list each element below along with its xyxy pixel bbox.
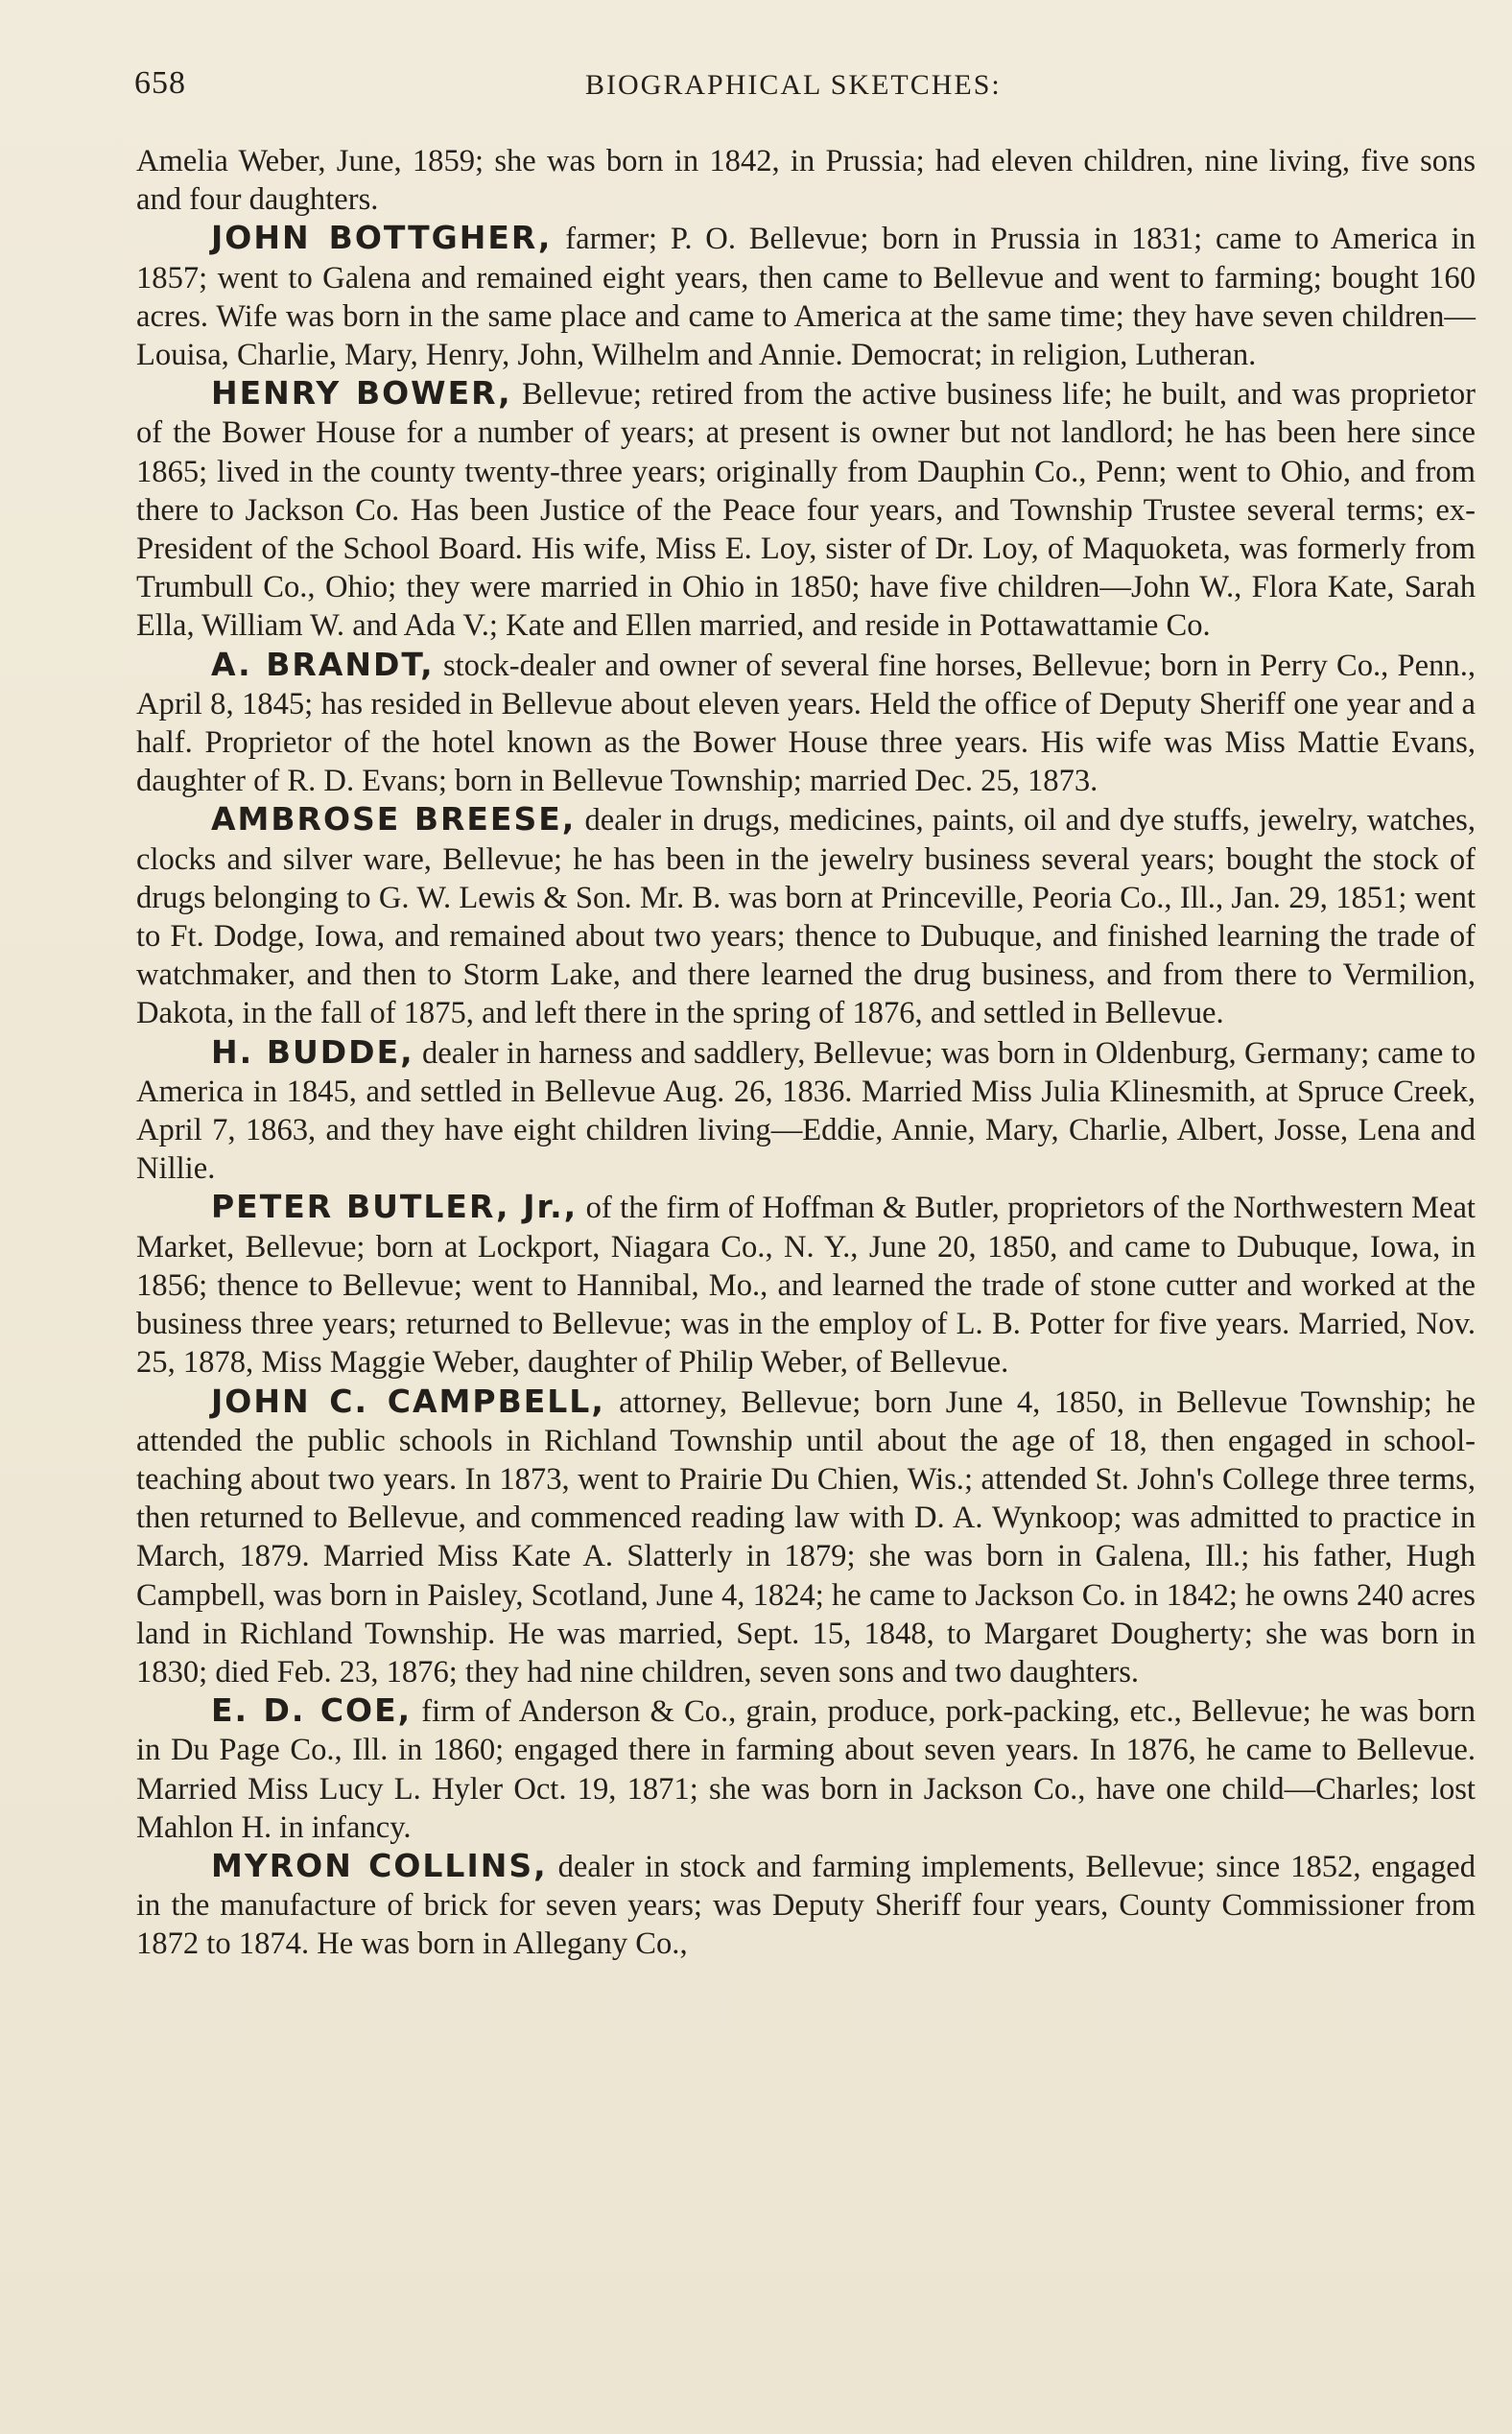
entry-continued (136, 142, 1476, 219)
entry-name: JOHN C. CAMPBELL, (211, 1382, 605, 1420)
entry-text: firm of Anderson & Co., grain, produce, pork-packing, etc., Bellevue; he was born in Du Page Co., Ill. in 1860; engaged there in farming about seven years. In 1876, he came to Bellevue. Married Miss Lucy L. Hyler Oct. 19, 1871; she was born in Jackson Co., have one child—Charles; lost Mahlon H. in infancy. (136, 1694, 1477, 1845)
entry-e-d-coe (136, 1691, 1476, 1847)
entry-henry-bower (136, 374, 1476, 645)
entry-myron-collins (136, 1847, 1476, 1964)
entry-name: HENRY BOWER, (211, 374, 512, 413)
entry-name: E. D. COE, (211, 1691, 413, 1730)
biographical-sketches-text (136, 142, 1476, 1964)
page-header (134, 65, 1477, 107)
entry-name: PETER BUTLER, Jr., (211, 1188, 579, 1226)
entry-text: of the firm of Hoffman & Butler, proprietors of the Northwestern Meat Market, Bellevue; born at Lockport, Niagara Co., N. Y., June 20, 1850, and came to Dubuque, Iowa, in 1856; thence to Bellevue; went to Hannibal, Mo., and learned the trade of stone cutter and worked at the business three years; returned to Bellevue; was in the employ of L. B. Potter for five years. Married, Nov. 25, 1878, Miss Maggie Weber, daughter of Philip Weber, of Bellevue. (136, 1191, 1476, 1381)
entry-a-brandt (136, 646, 1476, 801)
page-number: 658 (134, 65, 186, 101)
entry-john-c-campbell (136, 1382, 1476, 1692)
entry-name: JOHN BOTTGHER, (211, 219, 553, 257)
entry-peter-butler (136, 1188, 1476, 1382)
entry-text: Amelia Weber, June, 1859; she was born in 1842, in Prussia; had eleven children, nine living, five sons and four daughters. (136, 144, 1476, 218)
entry-ambrose-breese (136, 800, 1476, 1032)
entry-text: dealer in drugs, medicines, paints, oil and dye stuffs, jewelry, watches, clocks and silver ware, Bellevue; he has been in the jewelry business several years; bought the stock of drugs belonging to G. W. Lewis & Son. Mr. B. was born at Princeville, Peoria Co., Ill., Jan. 29, 1851; went to Ft. Dodge, Iowa, and remained about two years; thence to Dubuque, and finished learning the trade of watchmaker, and then to Storm Lake, and there learned the drug business, and from there to Vermilion, Dakota, in the fall of 1875, and left there in the spring of 1876, and settled in Bellevue. (136, 803, 1476, 1031)
entry-text: attorney, Bellevue; born June 4, 1850, in Bellevue Township; he attended the public schools in Richland Township until about the age of 18, then engaged in school-teaching about two years. In 1873, went to Prairie Du Chien, Wis.; attended St. John's College three terms, then returned to Bellevue, and commenced reading law with D. A. Wynkoop; was admitted to practice in March, 1879. Married Miss Kate A. Slatterly in 1879; she was born in Galena, Ill.; his father, Hugh Campbell, was born in Paisley, Scotland, June 4, 1824; he came to Jackson Co. in 1842; he owns 240 acres land in Richland Township. He was married, Sept. 15, 1848, to Margaret Dougherty; she was born in 1830; died Feb. 23, 1876; they had nine children, seven sons and two daughters. (136, 1384, 1476, 1690)
entry-text: dealer in stock and farming implements, Bellevue; since 1852, engaged in the manufacture of brick for seven years; was Deputy Sheriff four years, County Commissioner from 1872 to 1874. He was born in Allegany Co., (136, 1849, 1476, 1962)
entry-text: dealer in harness and saddlery, Bellevue; was born in Oldenburg, Germany; came to America in 1845, and settled in Bellevue Aug. 26, 1836. Married Miss Julia Klinesmith, at Spruce Creek, April 7, 1863, and they have eight children living—Eddie, Annie, Mary, Charlie, Albert, Josse, Lena and Nillie. (136, 1035, 1476, 1187)
entry-john-bottgher (136, 219, 1476, 374)
running-head: BIOGRAPHICAL SKETCHES: (585, 69, 1002, 101)
entry-name: H. BUDDE, (211, 1032, 414, 1071)
entry-h-budde (136, 1033, 1476, 1189)
entry-text: stock-dealer and owner of several fine horses, Bellevue; born in Perry Co., Penn., April 8, 1845; has resided in Bellevue about eleven years. Held the office of Deputy Sheriff one year and a half. Proprietor of the hotel known as the Bower House three years. His wife was Miss Mattie Evans, daughter of R. D. Evans; born in Bellevue Township; married Dec. 25, 1873. (136, 648, 1476, 799)
entry-name: AMBROSE BREESE, (211, 800, 577, 839)
entry-text: Bellevue; retired from the active business life; he built, and was proprietor of the Bower House for a number of years; at present is owner but not landlord; he has been here since 1865; lived in the county twenty-three years; originally from Dauphin Co., Penn; went to Ohio, and from there to Jackson Co. Has been Justice of the Peace four years, and Township Trustee several terms; ex-President of the School Board. His wife, Miss E. Loy, sister of Dr. Loy, of Maquoketa, was formerly from Trumbull Co., Ohio; they were married in Ohio in 1850; have five children—John W., Flora Kate, Sarah Ella, William W. and Ada V.; Kate and Ellen married, and reside in Pottawattamie Co. (136, 377, 1477, 644)
entry-name: MYRON COLLINS, (211, 1846, 548, 1884)
entry-name: A. BRANDT, (211, 645, 435, 683)
entry-text: farmer; P. O. Bellevue; born in Prussia in 1831; came to America in 1857; went to Galena and remained eight years, then came to Bellevue and went to farming; bought 160 acres. Wife was born in the same place and came to America at the same time; they have seven children—Louisa, Charlie, Mary, Henry, John, Wilhelm and Annie. Democrat; in religion, Lutheran. (136, 222, 1476, 373)
